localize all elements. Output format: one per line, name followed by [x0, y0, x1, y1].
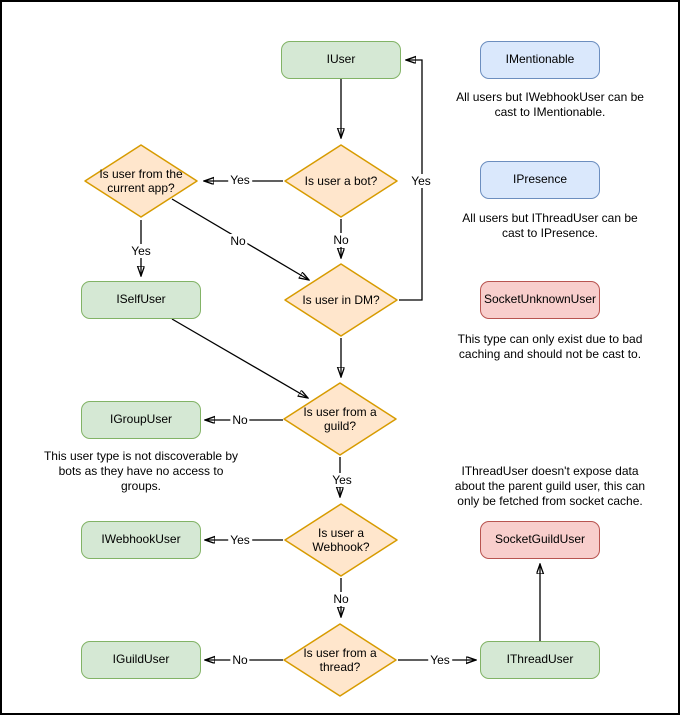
note-imentionable: [430, 90, 670, 120]
note-line: This user type is not discoverable by: [43, 449, 239, 463]
node-label: IUser: [326, 52, 356, 67]
node-label: IThreadUser: [506, 652, 574, 667]
note-line: IThreadUser doesn't expose data: [461, 464, 639, 478]
decision-is-webhook: [283, 502, 399, 578]
edge-label-yes-webhook-to-webhookuser: Yes: [230, 533, 250, 547]
edge-label-yes-bot-to-app: Yes: [230, 173, 250, 187]
note-igroupuser: [21, 449, 261, 494]
decision-label: Is user from a guild?: [303, 404, 377, 433]
edge-label-yes-guild-to-webhook: Yes: [332, 473, 352, 487]
node-iguilduser: [81, 641, 201, 679]
note-line: All users but IWebhookUser can be: [456, 90, 644, 104]
note-line: bots as they have no access to: [58, 464, 224, 478]
node-label: IGroupUser: [109, 412, 173, 427]
note-line: cast to IMentionable.: [494, 105, 606, 119]
decision-from-current-app: [83, 143, 199, 219]
note-line: only be fetched from socket cache.: [457, 494, 643, 508]
decision-is-bot: [283, 143, 399, 219]
node-ipresence: [480, 161, 600, 199]
edge-label-no-app-to-dm: No: [230, 234, 246, 248]
node-label: IPresence: [512, 172, 568, 187]
decision-label: Is user a Webhook?: [312, 525, 370, 554]
node-label: SocketUnknownUser: [483, 292, 597, 307]
note-line: about the parent guild user, this can: [454, 479, 646, 493]
decision-from-guild: [282, 381, 398, 457]
decision-label: Is user from a thread?: [303, 645, 377, 674]
edge-label-yes-app-to-selfuser: Yes: [131, 244, 151, 258]
decision-from-thread: [282, 622, 398, 698]
edge-label-no-guild-to-groupuser: No: [232, 413, 248, 427]
note-line: cast to IPresence.: [501, 226, 599, 240]
node-socketunknownuser: [480, 281, 600, 319]
edge-label-yes-thread-to-threaduser: Yes: [430, 653, 450, 667]
node-iwebhookuser: [81, 521, 201, 559]
decision-in-dm: [283, 262, 399, 338]
edge-label-no-webhook-to-thread: No: [333, 592, 349, 606]
edge-label-yes-dm-to-iuser: Yes: [411, 174, 431, 188]
decision-label: Is user from the current app?: [99, 166, 183, 195]
node-iuser: [281, 41, 401, 79]
node-imentionable: [480, 41, 600, 79]
note-line: All users but IThreadUser can be: [462, 211, 638, 225]
note-socketunknownuser: [430, 332, 670, 362]
note-ithreaduser: [430, 464, 670, 509]
edge-label-no-thread-to-guilduser: No: [232, 653, 248, 667]
node-label: SocketGuildUser: [494, 532, 586, 547]
node-socketguilduser: [480, 521, 600, 559]
node-label: IMentionable: [505, 52, 575, 67]
decision-label: Is user in DM?: [302, 292, 380, 307]
note-line: caching and should not be cast to.: [458, 347, 642, 361]
node-label: IGuildUser: [112, 652, 170, 667]
edge-label-no-bot-to-dm: No: [333, 233, 349, 247]
node-igroupuser: [81, 401, 201, 439]
note-line: This type can only exist due to bad: [457, 332, 643, 346]
node-ithreaduser: [480, 641, 600, 679]
node-label: ISelfUser: [116, 292, 166, 307]
note-ipresence: [430, 211, 670, 241]
decision-label: Is user a bot?: [304, 173, 378, 188]
node-label: IWebhookUser: [101, 532, 181, 547]
node-iselfuser: [81, 281, 201, 319]
note-line: groups.: [120, 479, 162, 493]
